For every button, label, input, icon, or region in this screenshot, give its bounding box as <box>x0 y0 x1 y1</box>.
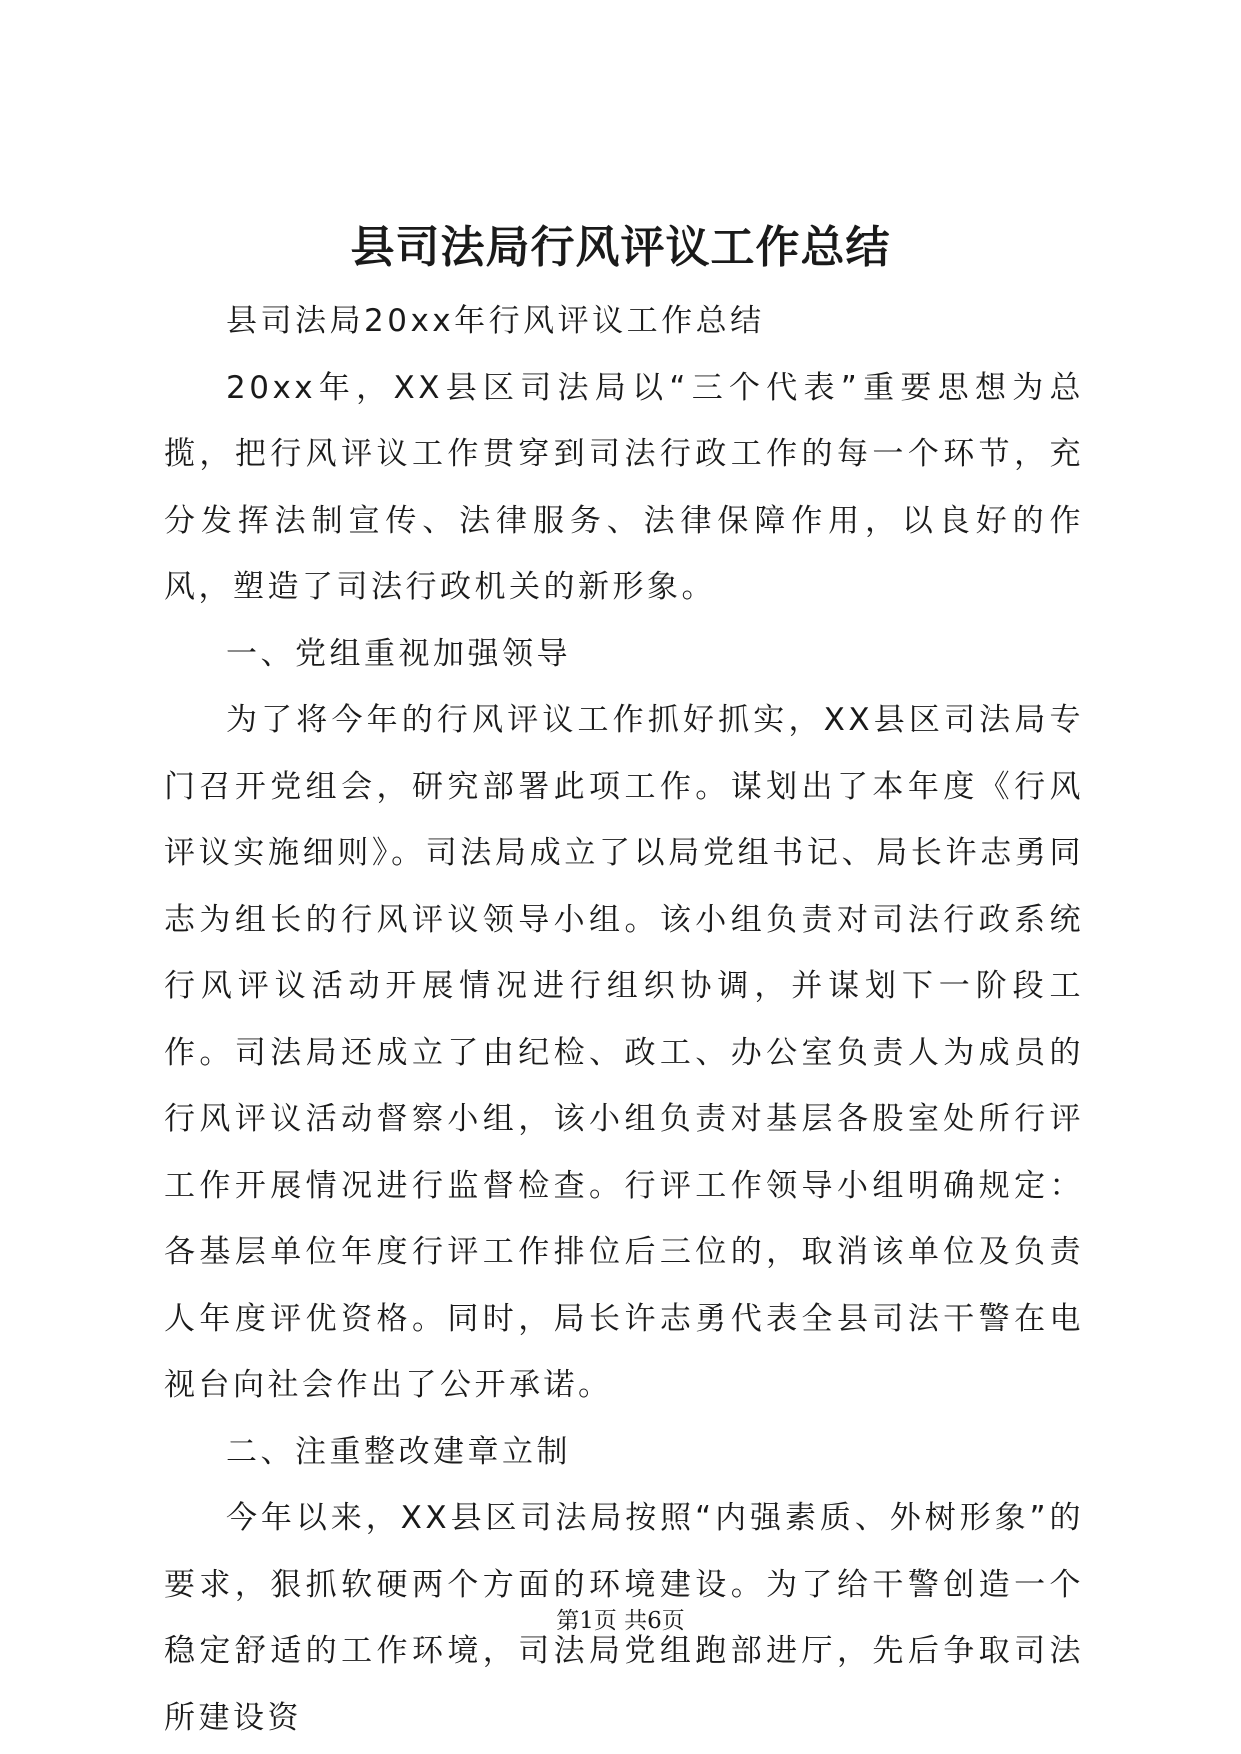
section-1-paragraph: 为了将今年的行风评议工作抓好抓实，XX县区司法局专门召开党组会，研究部署此项工作。谋划出了本年度《行风评议实施细则》。司法局成立了以局党组书记、局长许志勇同志为组长的行风评议领导小组。该小组负责对司法行政系统行风评议活动开展情况进行组织协调，并谋划下一阶段工作。司法局还成立了由纪检、政工、办公室负责人为成员的行风评议活动督察小组，该小组负责对基层各股室处所行评工作开展情况进行监督检查。行评工作领导小组明确规定：各基层单位年度行评工作排位后三位的，取消该单位及负责人年度评优资格。同时，局长许志勇代表全县司法干警在电视台向社会作出了公开承诺。 <box>164 702 1084 1403</box>
document-body <box>164 288 1084 1751</box>
subtitle-paragraph: 县司法局20xx年行风评议工作总结 <box>226 303 765 339</box>
section-2-paragraph: 今年以来，XX县区司法局按照“内强素质、外树形象”的要求，狠抓软硬两个方面的环境建设。为了给干警创造一个稳定舒适的工作环境，司法局党组跑部进厅，先后争取司法所建设资 <box>164 1500 1084 1736</box>
document-title: 县司法局行风评议工作总结 <box>350 222 891 273</box>
page-footer: 第1页 共6页 <box>556 1608 685 1634</box>
intro-paragraph: 20xx年，XX县区司法局以“三个代表”重要思想为总揽，把行风评议工作贯穿到司法行政工作的每一个环节，充分发挥法制宣传、法律服务、法律保障作用，以良好的作风，塑造了司法行政机关的新形象。 <box>164 369 1084 605</box>
section-heading-1: 一、党组重视加强领导 <box>226 635 571 672</box>
section-heading-2: 二、注重整改建章立制 <box>226 1433 571 1470</box>
